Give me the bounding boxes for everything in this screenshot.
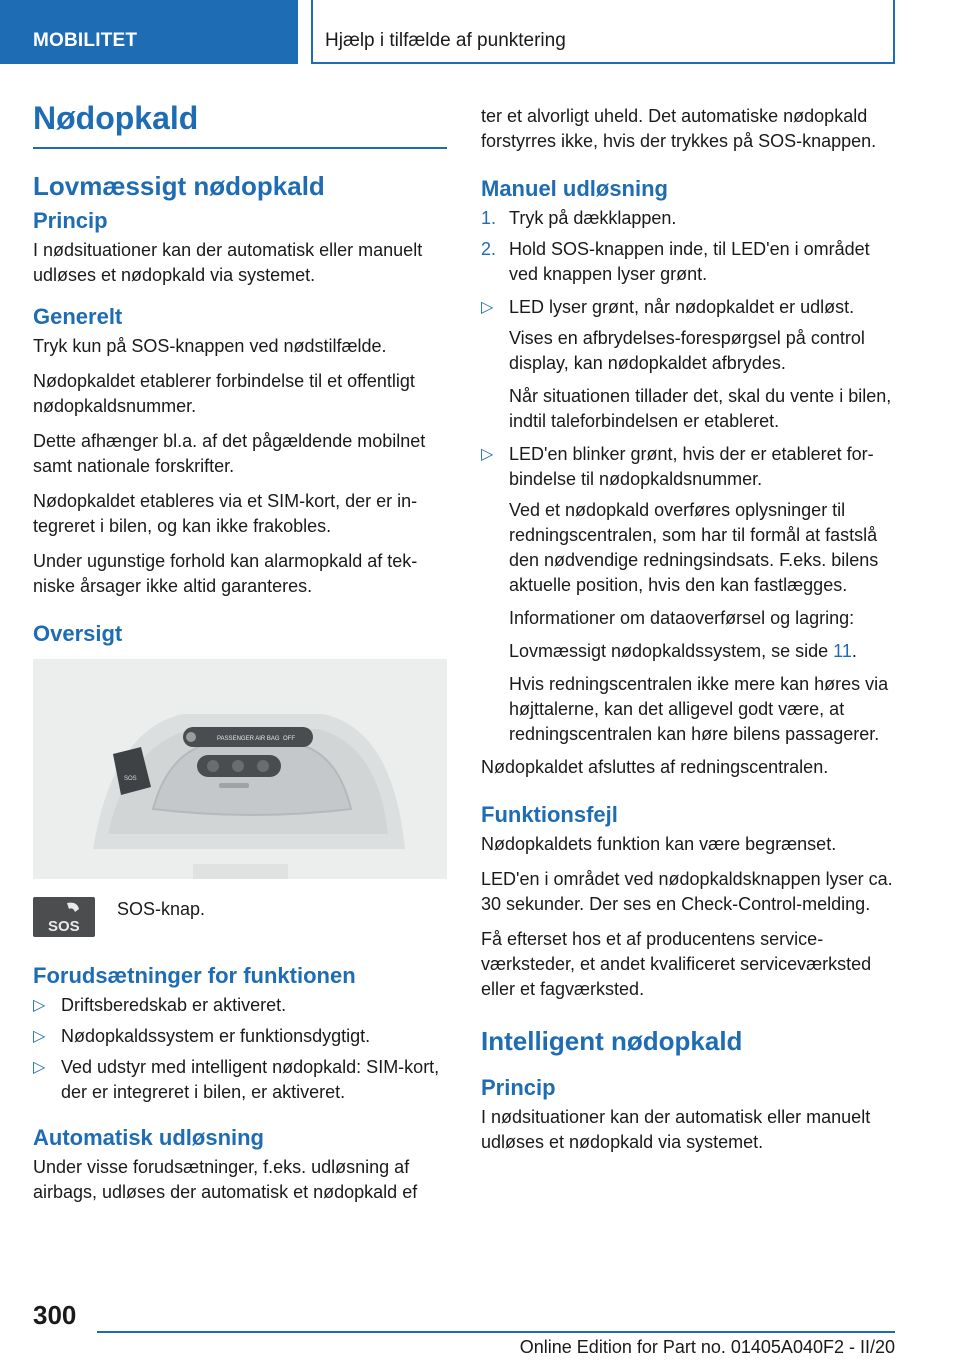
result-2-detail-1: Ved et nødopkald overføres oplysninger til redningscentralen, som har til formål at fastslå den nødvendige redningsindsats. F.eks. bilens aktuelle position, hvis den kan fastlægges. (509, 500, 879, 595)
list-item: ▷ Driftsberedskab er aktiveret. (33, 993, 447, 1018)
paragraph-general-5: Under ugunstige forhold kan alarmopkald af tekniske årsager ikke altid garanteres. (33, 551, 418, 596)
paragraph-automatic-continued: ter et alvorligt uheld. Det automatiske nødopkald forstyrres ikke, hvis der trykkes på SOS-knappen. (481, 106, 877, 151)
result-list-2 (481, 442, 895, 492)
footer-divider (97, 1331, 895, 1333)
heading-overview: Oversigt (33, 621, 123, 646)
heading-principle: Princip (33, 208, 108, 233)
photo-sos-label: SOS (124, 776, 137, 782)
triangle-right-icon: ▷ (33, 1059, 46, 1076)
page-number: 300 (33, 1300, 77, 1330)
sos-caption: SOS-knap. (117, 899, 206, 919)
heading-legal-emergency-call: Lovmæssigt nødopkald (33, 171, 325, 201)
step-number: 2. (481, 239, 497, 259)
list-item: ▷ Ved udstyr med intelligent nødopkald: SIM-kort, der er integreret i bilen, er aktiveret. (33, 1057, 440, 1102)
heading-malfunction: Funktionsfejl (481, 802, 618, 827)
step-number: 1. (481, 208, 497, 228)
paragraph-automatic-trigger: Under visse forudsætninger, f.eks. udløsning af airbags, udløses der automatisk et nødopkald ef (33, 1157, 418, 1202)
result-2-detail-4: Hvis redningscentralen ikke mere kan høres via højttalerne, kan det alligevel godt være, at redningscentralen kan høre bilens passagerer. (509, 674, 889, 744)
list-item: 1. Tryk på dækklappen. (481, 206, 895, 231)
heading-general: Generelt (33, 304, 123, 329)
left-column (33, 100, 447, 1215)
overhead-console-photo (33, 659, 447, 879)
result-2-detail-2: Informationer om dataoverførsel og lagring: (509, 608, 855, 628)
paragraph-call-end: Nødopkaldet afsluttes af redningscentralen. (481, 757, 829, 777)
footer-edition: Online Edition for Part no. 01405A040F2 - II/20 (519, 1337, 895, 1357)
paragraph-principle-2: I nødsituationer kan der automatisk eller manuelt udløses et nødopkald via systemet. (481, 1107, 871, 1152)
result-1-detail-1: Vises en afbrydelses-forespørgsel på control display, kan nødopkaldet afbrydes. (509, 328, 865, 373)
page-reference-link[interactable]: 11 (833, 641, 852, 661)
triangle-right-icon: ▷ (33, 997, 46, 1014)
paragraph-general-3: Dette afhænger bl.a. af det pågældende mobilnet samt nationale forskrifter. (33, 431, 426, 476)
sos-button-icon (33, 897, 95, 937)
sos-icon-text: SOS (48, 918, 80, 935)
paragraph-principle: I nødsituationer kan der automatisk eller manuelt udløses et nødopkald via systemet. (33, 240, 423, 285)
right-column (481, 104, 895, 1165)
heading-intelligent-emergency-call: Intelligent nødopkald (481, 1026, 743, 1056)
requirements-list (33, 993, 447, 1105)
airbag-off-label: OFF (283, 736, 295, 742)
overhead-console-illustration (33, 659, 447, 879)
result-1-detail-2: Når situationen tillader det, skal du vente i bilen, indtil taleforbindelsen er etableret. (509, 386, 892, 431)
paragraph-malfunction-1: Nødopkaldets funktion kan være begrænset. (481, 834, 837, 854)
paragraph-general-4: Nødopkaldet etableres via et SIM-kort, der er integreret i bilen, og kan ikke frakobles. (33, 491, 418, 536)
header-section-tab: MOBILITET (0, 0, 298, 64)
list-item: ▷ Nødopkaldssystem er funktionsdygtigt. (33, 1024, 447, 1049)
heading-automatic-trigger: Automatisk udløsning (33, 1125, 264, 1150)
heading-principle-2: Princip (481, 1075, 556, 1100)
passenger-airbag-label: PASSENGER AIR BAG (217, 736, 280, 742)
triangle-right-icon: ▷ (481, 446, 494, 463)
manual-steps-list (481, 206, 895, 287)
heading-requirements: Forudsætninger for funktionen (33, 963, 356, 988)
list-item: ▷ LED'en blinker grønt, hvis der er etableret forbindelse til nødopkaldsnummer. (481, 444, 874, 489)
paragraph-general-1: Tryk kun på SOS-knappen ved nødstilfælde. (33, 336, 387, 356)
result-list (481, 295, 895, 320)
list-item: ▷ LED lyser grønt, når nødopkaldet er udløst. (481, 295, 895, 320)
list-item: 2. Hold SOS-knappen inde, til LED'en i området ved knappen lyser grønt. (481, 239, 870, 284)
header-chapter-tab: Hjælp i tilfælde af punktering (311, 0, 895, 64)
result-2-detail-3: Lovmæssigt nødopkaldssystem, se side 11. (509, 641, 857, 661)
paragraph-general-2: Nødopkaldet etablerer forbindelse til et offentligt nødopkaldsnummer. (33, 371, 415, 416)
paragraph-malfunction-3: Få efterset hos et af producentens serviceværksteder, et andet kvalificeret serviceværksted eller et fagværksted. (481, 929, 872, 999)
triangle-right-icon: ▷ (481, 299, 494, 316)
paragraph-malfunction-2: LED'en i området ved nødopkaldsknappen lyser ca. 30 sekunder. Der ses en Check-Control-melding. (481, 869, 893, 914)
page-title: Nødopkald (33, 100, 447, 149)
heading-manual-trigger: Manuel udløsning (481, 176, 668, 201)
triangle-right-icon: ▷ (33, 1028, 46, 1045)
sos-caption-row (33, 897, 447, 937)
